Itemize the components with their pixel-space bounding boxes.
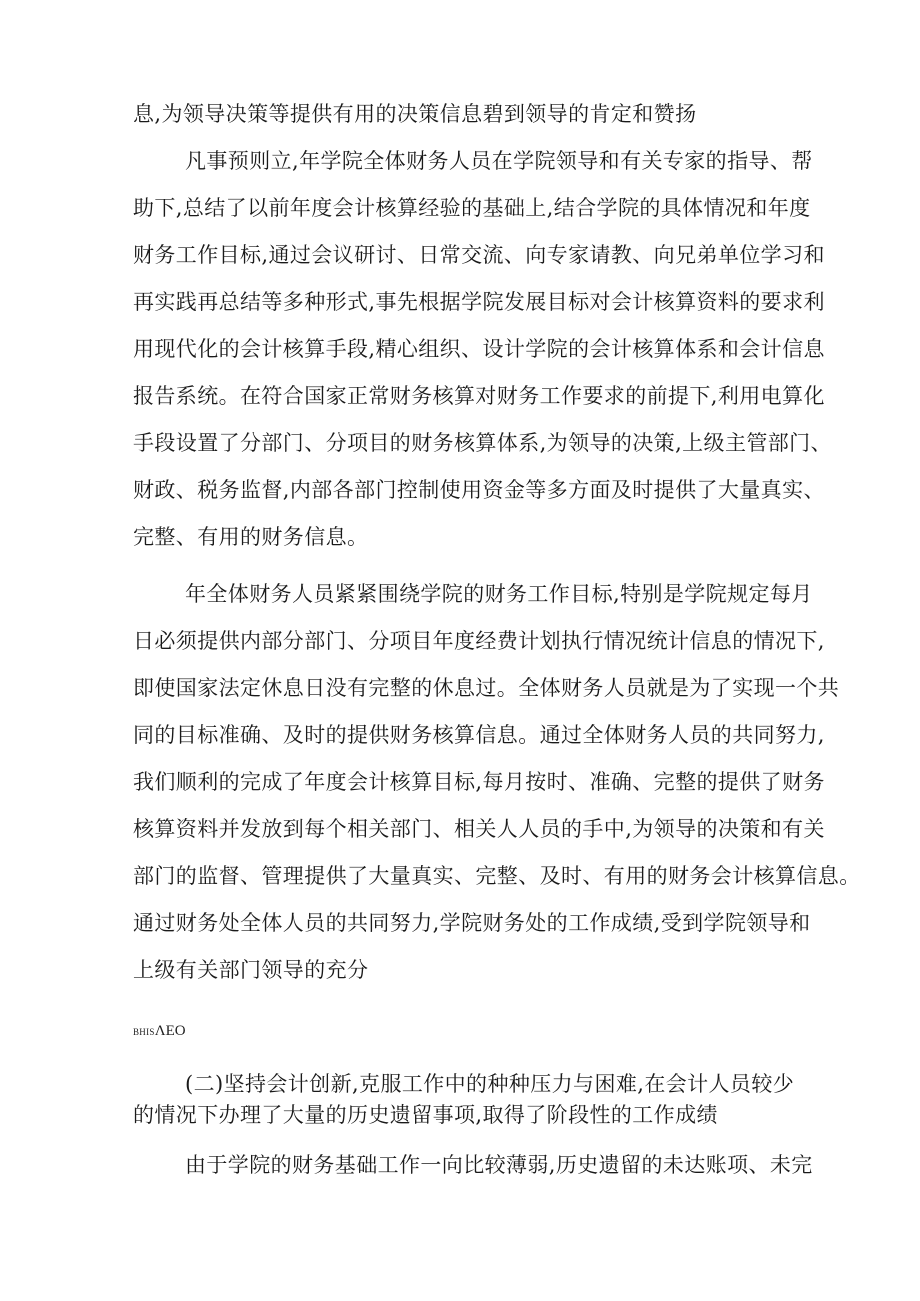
paragraph-line: 再实践再总结等多种形式,事先根据学院发展目标对会计核算资料的要求利	[133, 290, 825, 314]
artifact-small-text: BHIS	[133, 1027, 155, 1037]
paragraph-line: 我们顺利的完成了年度会计核算目标,每月按时、准确、完整的提供了财务	[133, 770, 825, 794]
paragraph-line: 即使国家法定休息日没有完整的休息过。全体财务人员就是为了实现一个共	[133, 676, 840, 700]
paragraph-line: 财政、税务监督,内部各部门控制使用资金等多方面及时提供了大量真实、	[133, 478, 825, 502]
paragraph-line: 部门的监督、管理提供了大量真实、完整、及时、有用的财务会计核算信息。	[133, 864, 861, 888]
paragraph-line: 手段设置了分部门、分项目的财务核算体系,为领导的决策,上级主管部门、	[133, 431, 832, 455]
paragraph-line: 通过财务处全体人员的共同努力,学院财务处的工作成绩,受到学院领导和	[133, 911, 811, 935]
paragraph-line: 由于学院的财务基础工作一向比较薄弱,历史遗留的未达账项、未完	[185, 1153, 813, 1177]
section-heading-line: 的情况下办理了大量的历史遗留事项,取得了阶段性的工作成绩	[133, 1103, 718, 1127]
paragraph-line: 日必须提供内部分部门、分项目年度经费计划执行情况统计信息的情况下,	[133, 629, 825, 653]
paragraph-line: 报告系统。在符合国家正常财务核算对财务工作要求的前提下,利用电算化	[133, 384, 825, 408]
paragraph-line: 上级有关部门领导的充分	[133, 958, 369, 982]
paragraph-line: 完整、有用的财务信息。	[133, 525, 369, 549]
paragraph-line: 核算资料并发放到每个相关部门、相关人人员的手中,为领导的决策和有关	[133, 817, 825, 841]
paragraph-line: 助下,总结了以前年度会计核算经验的基础上,结合学院的具体情况和年度	[133, 196, 811, 220]
paragraph-line: 用现代化的会计核算手段,精心组织、设计学院的会计核算体系和会计信息	[133, 337, 825, 361]
section-heading-line: (二)坚持会计创新,克服工作中的种种压力与困难,在会计人员较少	[185, 1072, 795, 1096]
artifact-text: ΛEO	[154, 1023, 186, 1039]
paragraph-line: 年全体财务人员紧紧围绕学院的财务工作目标,特别是学院规定每月	[185, 582, 813, 606]
paragraph-line: 凡事预则立,年学院全体财务人员在学院领导和有关专家的指导、帮	[185, 149, 813, 173]
paragraph-line: 息,为领导决策等提供有用的决策信息碧到领导的肯定和赞扬	[133, 102, 697, 126]
paragraph-line: 同的目标准确、及时的提供财务核算信息。通过全体财务人员的共同努力,	[133, 723, 825, 747]
ocr-artifact	[133, 1022, 186, 1041]
paragraph-line: 财务工作目标,通过会议研讨、日常交流、向专家请教、向兄弟单位学习和	[133, 243, 825, 267]
